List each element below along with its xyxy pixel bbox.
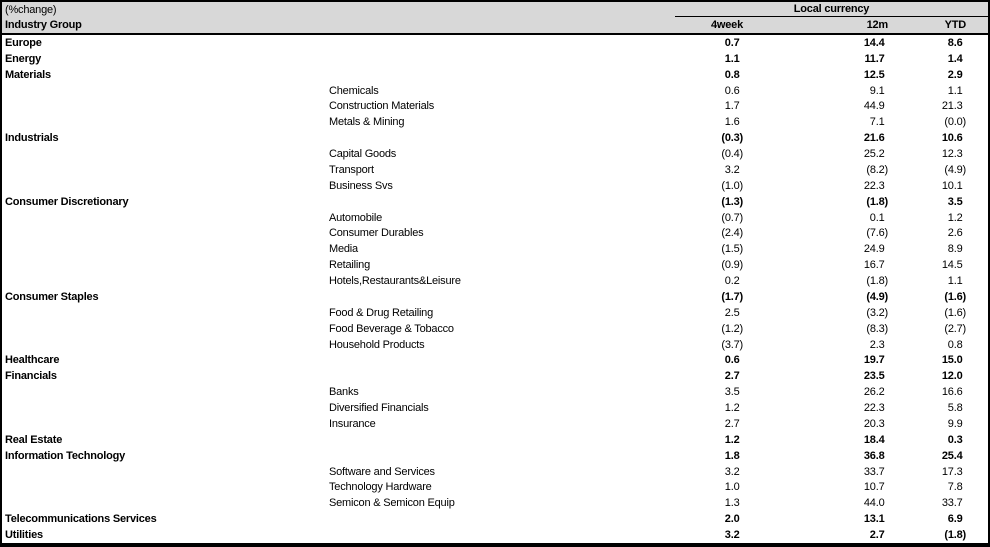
subgroup-cell: Capital Goods [329,148,397,161]
subgroup-cell [327,432,675,448]
subgroup-cell: Automobile [329,211,383,224]
row-spacer [970,527,988,543]
table-row-telecommunications-services [2,511,988,527]
subgroup-cell: Business Svs [329,179,393,192]
subgroup-cell: Banks [329,386,359,399]
industry-group-cell [2,337,327,353]
value-cell-ytd: 15.0 [941,354,963,367]
value-cell-ytd: 12.3 [941,148,963,161]
subgroup-cell: Hotels,Restaurants&Leisure [329,275,461,288]
value-cell-12m: 9.1 [869,84,885,97]
value-cell-ytd: (1.8) [944,529,966,542]
row-spacer [970,178,988,194]
row-spacer [970,495,988,511]
industry-group-cell [2,273,327,289]
table-row-food-drug-retailing [2,305,988,321]
row-spacer [970,146,988,162]
row-spacer [970,305,988,321]
value-cell-4week: 3.2 [724,163,740,176]
row-spacer [970,226,988,242]
value-cell-4week: 1.1 [724,52,740,65]
value-cell-12m: 22.3 [863,179,885,192]
subgroup-cell: Household Products [329,338,425,351]
row-spacer [970,241,988,257]
subgroup-cell: Food & Drug Retailing [329,306,434,319]
value-cell-12m: (8.2) [866,163,888,176]
subgroup-cell: Retailing [329,259,371,272]
row-spacer [970,416,988,432]
table-row-consumer-durables [2,226,988,242]
subgroup-cell [327,368,675,384]
value-cell-ytd: 0.8 [947,338,963,351]
value-cell-4week: 2.7 [724,370,740,383]
row-spacer [970,273,988,289]
row-spacer [970,337,988,353]
table-row-hotels-restaurants-leisure [2,273,988,289]
industry-group-cell [2,83,327,99]
row-spacer [970,35,988,51]
subgroup-cell [327,527,675,543]
percent-change-label: (%change) [5,3,57,16]
value-cell-4week: 3.5 [724,386,740,399]
subgroup-cell: Food Beverage & Tobacco [329,322,454,335]
value-cell-ytd: 1.2 [947,211,963,224]
industry-group-cell: Information Technology [5,449,126,462]
subgroup-cell: Software and Services [329,465,435,478]
industry-group-cell [2,99,327,115]
industry-group-cell: Real Estate [5,433,63,446]
column-header-12m: 12m [866,19,888,31]
industry-group-cell: Industrials [5,132,59,145]
row-spacer [970,162,988,178]
value-cell-12m: (7.6) [866,227,888,240]
subgroup-cell: Diversified Financials [329,402,429,415]
table-body [2,35,988,543]
row-spacer [970,464,988,480]
value-cell-4week: 0.8 [724,68,740,81]
value-cell-ytd: 8.6 [947,36,963,49]
value-cell-4week: (1.0) [721,179,743,192]
value-cell-12m: 13.1 [863,513,885,526]
row-spacer [970,321,988,337]
value-cell-4week: 1.2 [724,433,740,446]
column-header-4week: 4week [710,19,743,31]
subgroup-cell: Transport [329,163,374,176]
table-row-materials [2,67,988,83]
value-cell-ytd: 9.9 [947,417,963,430]
value-cell-4week: 0.2 [724,275,740,288]
industry-group-cell: Telecommunications Services [5,513,157,526]
value-cell-12m: 18.4 [863,433,885,446]
table-row-industrials [2,130,988,146]
value-cell-12m: 7.1 [869,116,885,129]
table-row-banks [2,384,988,400]
table-row-food-beverage-tobacco [2,321,988,337]
table-row-information-technology [2,448,988,464]
value-cell-ytd: 25.4 [941,449,963,462]
industry-group-cell [2,480,327,496]
industry-group-cell [2,241,327,257]
value-cell-ytd: 3.5 [947,195,963,208]
row-spacer [970,353,988,369]
value-cell-12m: 36.8 [863,449,885,462]
row-spacer [970,289,988,305]
table-row-financials [2,368,988,384]
value-cell-12m: 16.7 [863,259,885,272]
value-cell-ytd: 16.6 [941,386,963,399]
row-spacer [970,210,988,226]
industry-group-cell [2,257,327,273]
value-cell-ytd: (4.9) [944,163,966,176]
row-spacer [970,480,988,496]
row-spacer [970,114,988,130]
subgroup-cell [327,448,675,464]
header-row-columns [2,17,988,33]
value-cell-ytd: 14.5 [941,259,963,272]
industry-group-cell: Materials [5,68,51,81]
column-header-ytd: YTD [944,19,966,31]
value-cell-12m: 2.3 [869,338,885,351]
subgroup-cell: Technology Hardware [329,481,432,494]
subgroup-cell [327,67,675,83]
value-cell-4week: 0.6 [724,354,740,367]
value-cell-4week: 1.7 [724,100,740,113]
value-cell-4week: (1.5) [721,243,743,256]
subgroup-cell [327,289,675,305]
value-cell-12m: 33.7 [863,465,885,478]
local-currency-span-label: Local currency [675,2,988,17]
table-row-real-estate [2,432,988,448]
industry-group-cell [2,321,327,337]
value-cell-ytd: (0.0) [944,116,966,129]
row-spacer [970,99,988,115]
value-cell-ytd: (2.7) [944,322,966,335]
table-row-retailing [2,257,988,273]
value-cell-ytd: 6.9 [947,513,963,526]
table-row-insurance [2,416,988,432]
industry-group-cell: Utilities [5,529,43,542]
table-row-media [2,241,988,257]
subgroup-cell: Construction Materials [329,100,435,113]
value-cell-4week: (1.2) [721,322,743,335]
row-spacer [970,194,988,210]
row-spacer [970,432,988,448]
value-cell-4week: (0.3) [721,132,743,145]
value-cell-12m: 10.7 [863,481,885,494]
value-cell-ytd: 2.6 [947,227,963,240]
header-spacer [970,17,988,33]
value-cell-12m: (1.8) [866,275,888,288]
value-cell-ytd: 0.3 [947,433,963,446]
value-cell-4week: (2.4) [721,227,743,240]
value-cell-4week: (0.7) [721,211,743,224]
value-cell-ytd: 5.8 [947,402,963,415]
industry-group-cell [2,464,327,480]
value-cell-4week: 1.2 [724,402,740,415]
value-cell-ytd: 21.3 [941,100,963,113]
table-row-transport [2,162,988,178]
value-cell-4week: 2.5 [724,306,740,319]
value-cell-ytd: (1.6) [944,306,966,319]
industry-group-cell [2,162,327,178]
value-cell-12m: 21.6 [863,132,885,145]
subgroup-cell: Insurance [329,417,376,430]
subgroup-cell: Metals & Mining [329,116,405,129]
value-cell-ytd: 12.0 [941,370,963,383]
value-cell-12m: 14.4 [863,36,885,49]
table-row-consumer-staples [2,289,988,305]
table-row-semicon-semicon-equip [2,495,988,511]
row-spacer [970,130,988,146]
value-cell-ytd: 1.1 [947,84,963,97]
industry-group-cell [2,384,327,400]
value-cell-12m: (3.2) [866,306,888,319]
industry-group-cell [2,305,327,321]
industry-group-cell [2,226,327,242]
table-row-healthcare [2,353,988,369]
industry-group-cell: Consumer Discretionary [5,195,129,208]
value-cell-ytd: 7.8 [947,481,963,494]
value-cell-ytd: 17.3 [941,465,963,478]
row-spacer [970,511,988,527]
table-row-software-and-services [2,464,988,480]
subgroup-cell [327,511,675,527]
table-row-metals-mining [2,114,988,130]
row-spacer [970,384,988,400]
subgroup-cell [327,35,675,51]
value-cell-4week: 1.6 [724,116,740,129]
row-spacer [970,67,988,83]
value-cell-ytd: (1.6) [944,290,966,303]
industry-group-cell [2,495,327,511]
value-cell-4week: (0.4) [721,148,743,161]
table-row-diversified-financials [2,400,988,416]
value-cell-12m: (8.3) [866,322,888,335]
row-spacer [970,83,988,99]
header-row-currency [2,2,988,17]
industry-group-cell [2,146,327,162]
table-row-chemicals [2,83,988,99]
value-cell-4week: 1.0 [724,481,740,494]
value-cell-4week: (3.7) [721,338,743,351]
value-cell-4week: (1.7) [721,290,743,303]
value-cell-12m: 23.5 [863,370,885,383]
value-cell-4week: 1.3 [724,497,740,510]
industry-group-cell [2,416,327,432]
industry-group-cell: Energy [5,52,42,65]
subgroup-cell: Consumer Durables [329,227,424,240]
table-row-construction-materials [2,99,988,115]
value-cell-ytd: 10.1 [941,179,963,192]
table-row-utilities [2,527,988,543]
subgroup-cell: Chemicals [329,84,379,97]
subgroup-cell [327,51,675,67]
value-cell-12m: (4.9) [866,290,888,303]
value-cell-12m: 26.2 [863,386,885,399]
subgroup-cell: Semicon & Semicon Equip [329,497,455,510]
value-cell-4week: (0.9) [721,259,743,272]
value-cell-12m: 2.7 [869,529,885,542]
value-cell-4week: 0.7 [724,36,740,49]
industry-group-cell [2,178,327,194]
table-row-energy [2,51,988,67]
row-spacer [970,368,988,384]
table-row-household-products [2,337,988,353]
value-cell-4week: (1.3) [721,195,743,208]
industry-group-cell [2,400,327,416]
value-cell-12m: 44.9 [863,100,885,113]
value-cell-ytd: 1.1 [947,275,963,288]
value-cell-12m: 0.1 [869,211,885,224]
value-cell-ytd: 10.6 [941,132,963,145]
value-cell-12m: 19.7 [863,354,885,367]
value-cell-12m: 24.9 [863,243,885,256]
row-spacer [970,257,988,273]
industry-group-cell [2,210,327,226]
industry-group-cell: Financials [5,370,57,383]
value-cell-4week: 1.8 [724,449,740,462]
value-cell-4week: 2.7 [724,417,740,430]
industry-group-cell [2,114,327,130]
industry-group-cell: Consumer Staples [5,290,99,303]
table-row-technology-hardware [2,480,988,496]
industry-group-column-header: Industry Group [5,19,82,31]
row-spacer [970,400,988,416]
value-cell-12m: 22.3 [863,402,885,415]
value-cell-12m: 20.3 [863,417,885,430]
subgroup-cell [327,353,675,369]
value-cell-12m: (1.8) [866,195,888,208]
table-row-automobile [2,210,988,226]
table-row-capital-goods [2,146,988,162]
value-cell-ytd: 8.9 [947,243,963,256]
value-cell-12m: 11.7 [864,52,885,65]
value-cell-4week: 3.2 [724,529,740,542]
table-row-europe [2,35,988,51]
industry-group-cell: Europe [5,36,42,49]
row-spacer [970,448,988,464]
subgroup-cell: Media [329,243,358,256]
table-header [2,2,988,35]
value-cell-4week: 0.6 [724,84,740,97]
subgroup-cell [327,130,675,146]
table-row-business-svs [2,178,988,194]
industry-group-cell: Healthcare [5,354,60,367]
value-cell-12m: 44.0 [863,497,885,510]
subgroup-cell [327,194,675,210]
value-cell-4week: 2.0 [724,513,740,526]
table-row-consumer-discretionary [2,194,988,210]
value-cell-ytd: 33.7 [941,497,963,510]
value-cell-ytd: 1.4 [947,52,963,65]
value-cell-12m: 25.2 [863,148,885,161]
row-spacer [970,51,988,67]
value-cell-12m: 12.5 [863,68,885,81]
value-cell-4week: 3.2 [724,465,740,478]
value-cell-ytd: 2.9 [947,68,963,81]
